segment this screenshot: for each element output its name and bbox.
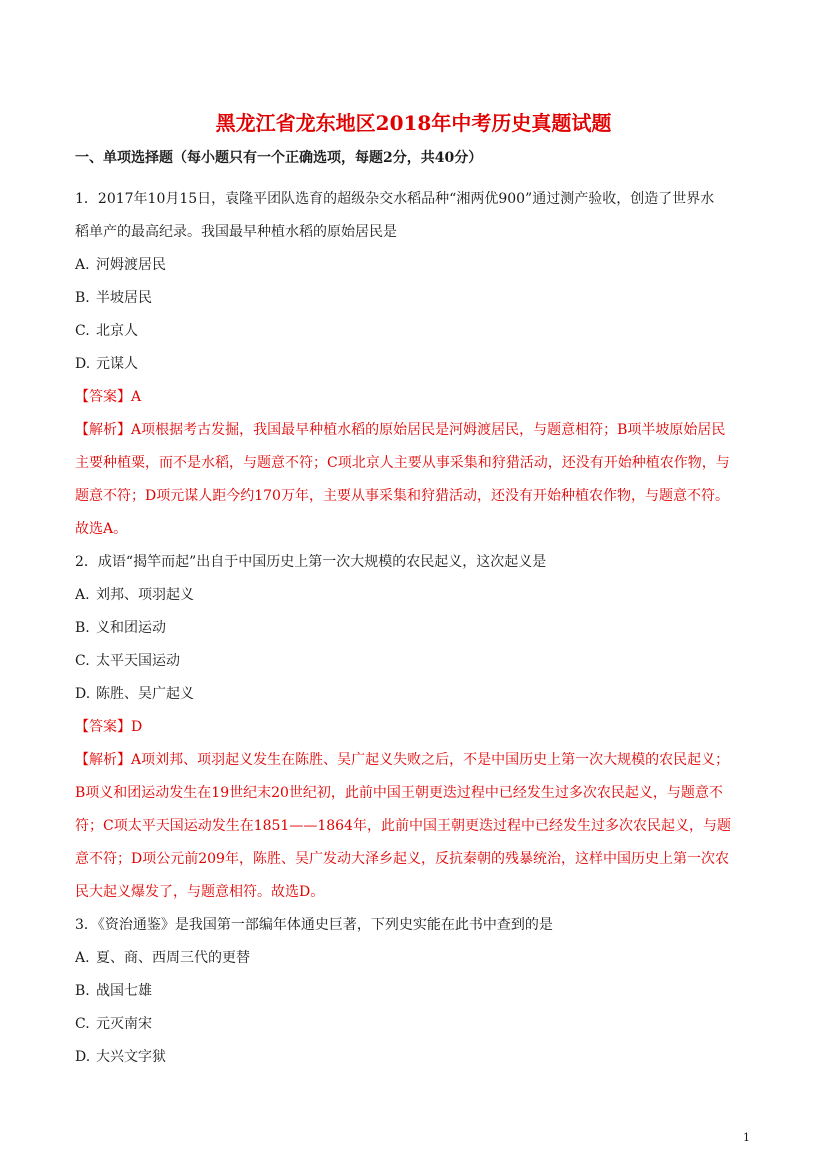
question-stem-line: 2．成语“揭竿而起”出自于中国历史上第一次大规模的农民起义，这次起义是 <box>75 554 547 570</box>
option-text: 夏、商、西周三代的更替 <box>96 950 250 966</box>
option-letter: A. <box>75 257 90 273</box>
option-text: 大兴文字狱 <box>96 1049 166 1065</box>
analysis-line: 符；C项太平天国运动发生在1851——1864年，此前中国王朝更迭过程中已经发生过多次农民起义，与题 <box>75 818 731 834</box>
analysis-line: 主要种植粟，而不是水稻，与题意不符；C项北京人主要从事采集和狩猎活动，还没有开始种植农作物，与 <box>75 455 730 471</box>
option-letter: C. <box>75 323 90 339</box>
option-letter: D. <box>75 686 91 702</box>
answer-label: 【答案】D <box>75 719 143 735</box>
question-stem-line: 3．《资治通鉴》是我国第一部编年体通史巨著，下列史实能在此书中查到的是 <box>75 917 553 933</box>
analysis-line: 故选A。 <box>75 521 128 537</box>
page-number: 1 <box>743 1131 750 1144</box>
document-title: 黑龙江省龙东地区2018年中考历史真题试题 <box>215 111 612 135</box>
option-letter: A. <box>75 587 90 603</box>
analysis-line: 民大起义爆发了，与题意相符。故选D。 <box>75 884 325 900</box>
analysis-line: 意不符；D项公元前209年，陈胜、吴广发动大泽乡起义，反抗秦朝的残暴统治，这样中国历史上第一次农 <box>75 851 729 867</box>
option-text: 河姆渡居民 <box>96 257 166 273</box>
option-c <box>75 645 753 678</box>
option-letter: C. <box>75 653 90 669</box>
option-text: 半坡居民 <box>96 290 152 306</box>
section-heading: 一、单项选择题（每小题只有一个正确选项，每题2分，共40分） <box>75 150 483 166</box>
option-d <box>75 348 753 381</box>
option-text: 陈胜、吴广起义 <box>96 686 194 702</box>
option-a <box>75 579 753 612</box>
option-b <box>75 612 753 645</box>
option-c <box>75 315 753 348</box>
option-a <box>75 942 753 975</box>
option-letter: B. <box>75 983 90 999</box>
option-c <box>75 1008 753 1041</box>
analysis-line: 【解析】A项刘邦、项羽起义发生在陈胜、吴广起义失败之后，不是中国历史上第一次大规模的农民起义； <box>75 752 730 768</box>
option-text: 元灭南宋 <box>96 1016 152 1032</box>
option-letter: B. <box>75 290 90 306</box>
option-text: 战国七雄 <box>96 983 152 999</box>
option-d <box>75 678 753 711</box>
option-text: 刘邦、项羽起义 <box>96 587 194 603</box>
question-3 <box>75 909 753 1074</box>
analysis-line: B项义和团运动发生在19世纪末20世纪初，此前中国王朝更迭过程中已经发生过多次农民起义，与题意不 <box>75 785 723 801</box>
document-body <box>75 148 753 1074</box>
option-text: 元谋人 <box>96 356 138 372</box>
answer-label: 【答案】A <box>75 389 142 405</box>
option-a <box>75 249 753 282</box>
option-text: 太平天国运动 <box>96 653 180 669</box>
option-text: 义和团运动 <box>96 620 166 636</box>
option-letter: C. <box>75 1016 90 1032</box>
question-stem-line: 稻单产的最高纪录。我国最早种植水稻的原始居民是 <box>75 224 397 240</box>
question-stem-line: 1．2017年10月15日，袁隆平团队选育的超级杂交水稻品种“湘两优900”通过测产验收，创造了世界水 <box>75 191 715 207</box>
analysis-line: 题意不符；D项元谋人距今约170万年，主要从事采集和狩猎活动，还没有开始种植农作物，与题意不符。 <box>75 488 729 504</box>
option-d <box>75 1041 753 1074</box>
question-2 <box>75 546 753 909</box>
question-1 <box>75 183 753 546</box>
option-letter: A. <box>75 950 90 966</box>
option-letter: B. <box>75 620 90 636</box>
option-b <box>75 975 753 1008</box>
option-text: 北京人 <box>96 323 138 339</box>
option-letter: D. <box>75 356 91 372</box>
option-letter: D. <box>75 1049 91 1065</box>
analysis-line: 【解析】A项根据考古发掘，我国最早种植水稻的原始居民是河姆渡居民，与题意相符；B项半坡原始居民 <box>75 422 726 438</box>
option-b <box>75 282 753 315</box>
